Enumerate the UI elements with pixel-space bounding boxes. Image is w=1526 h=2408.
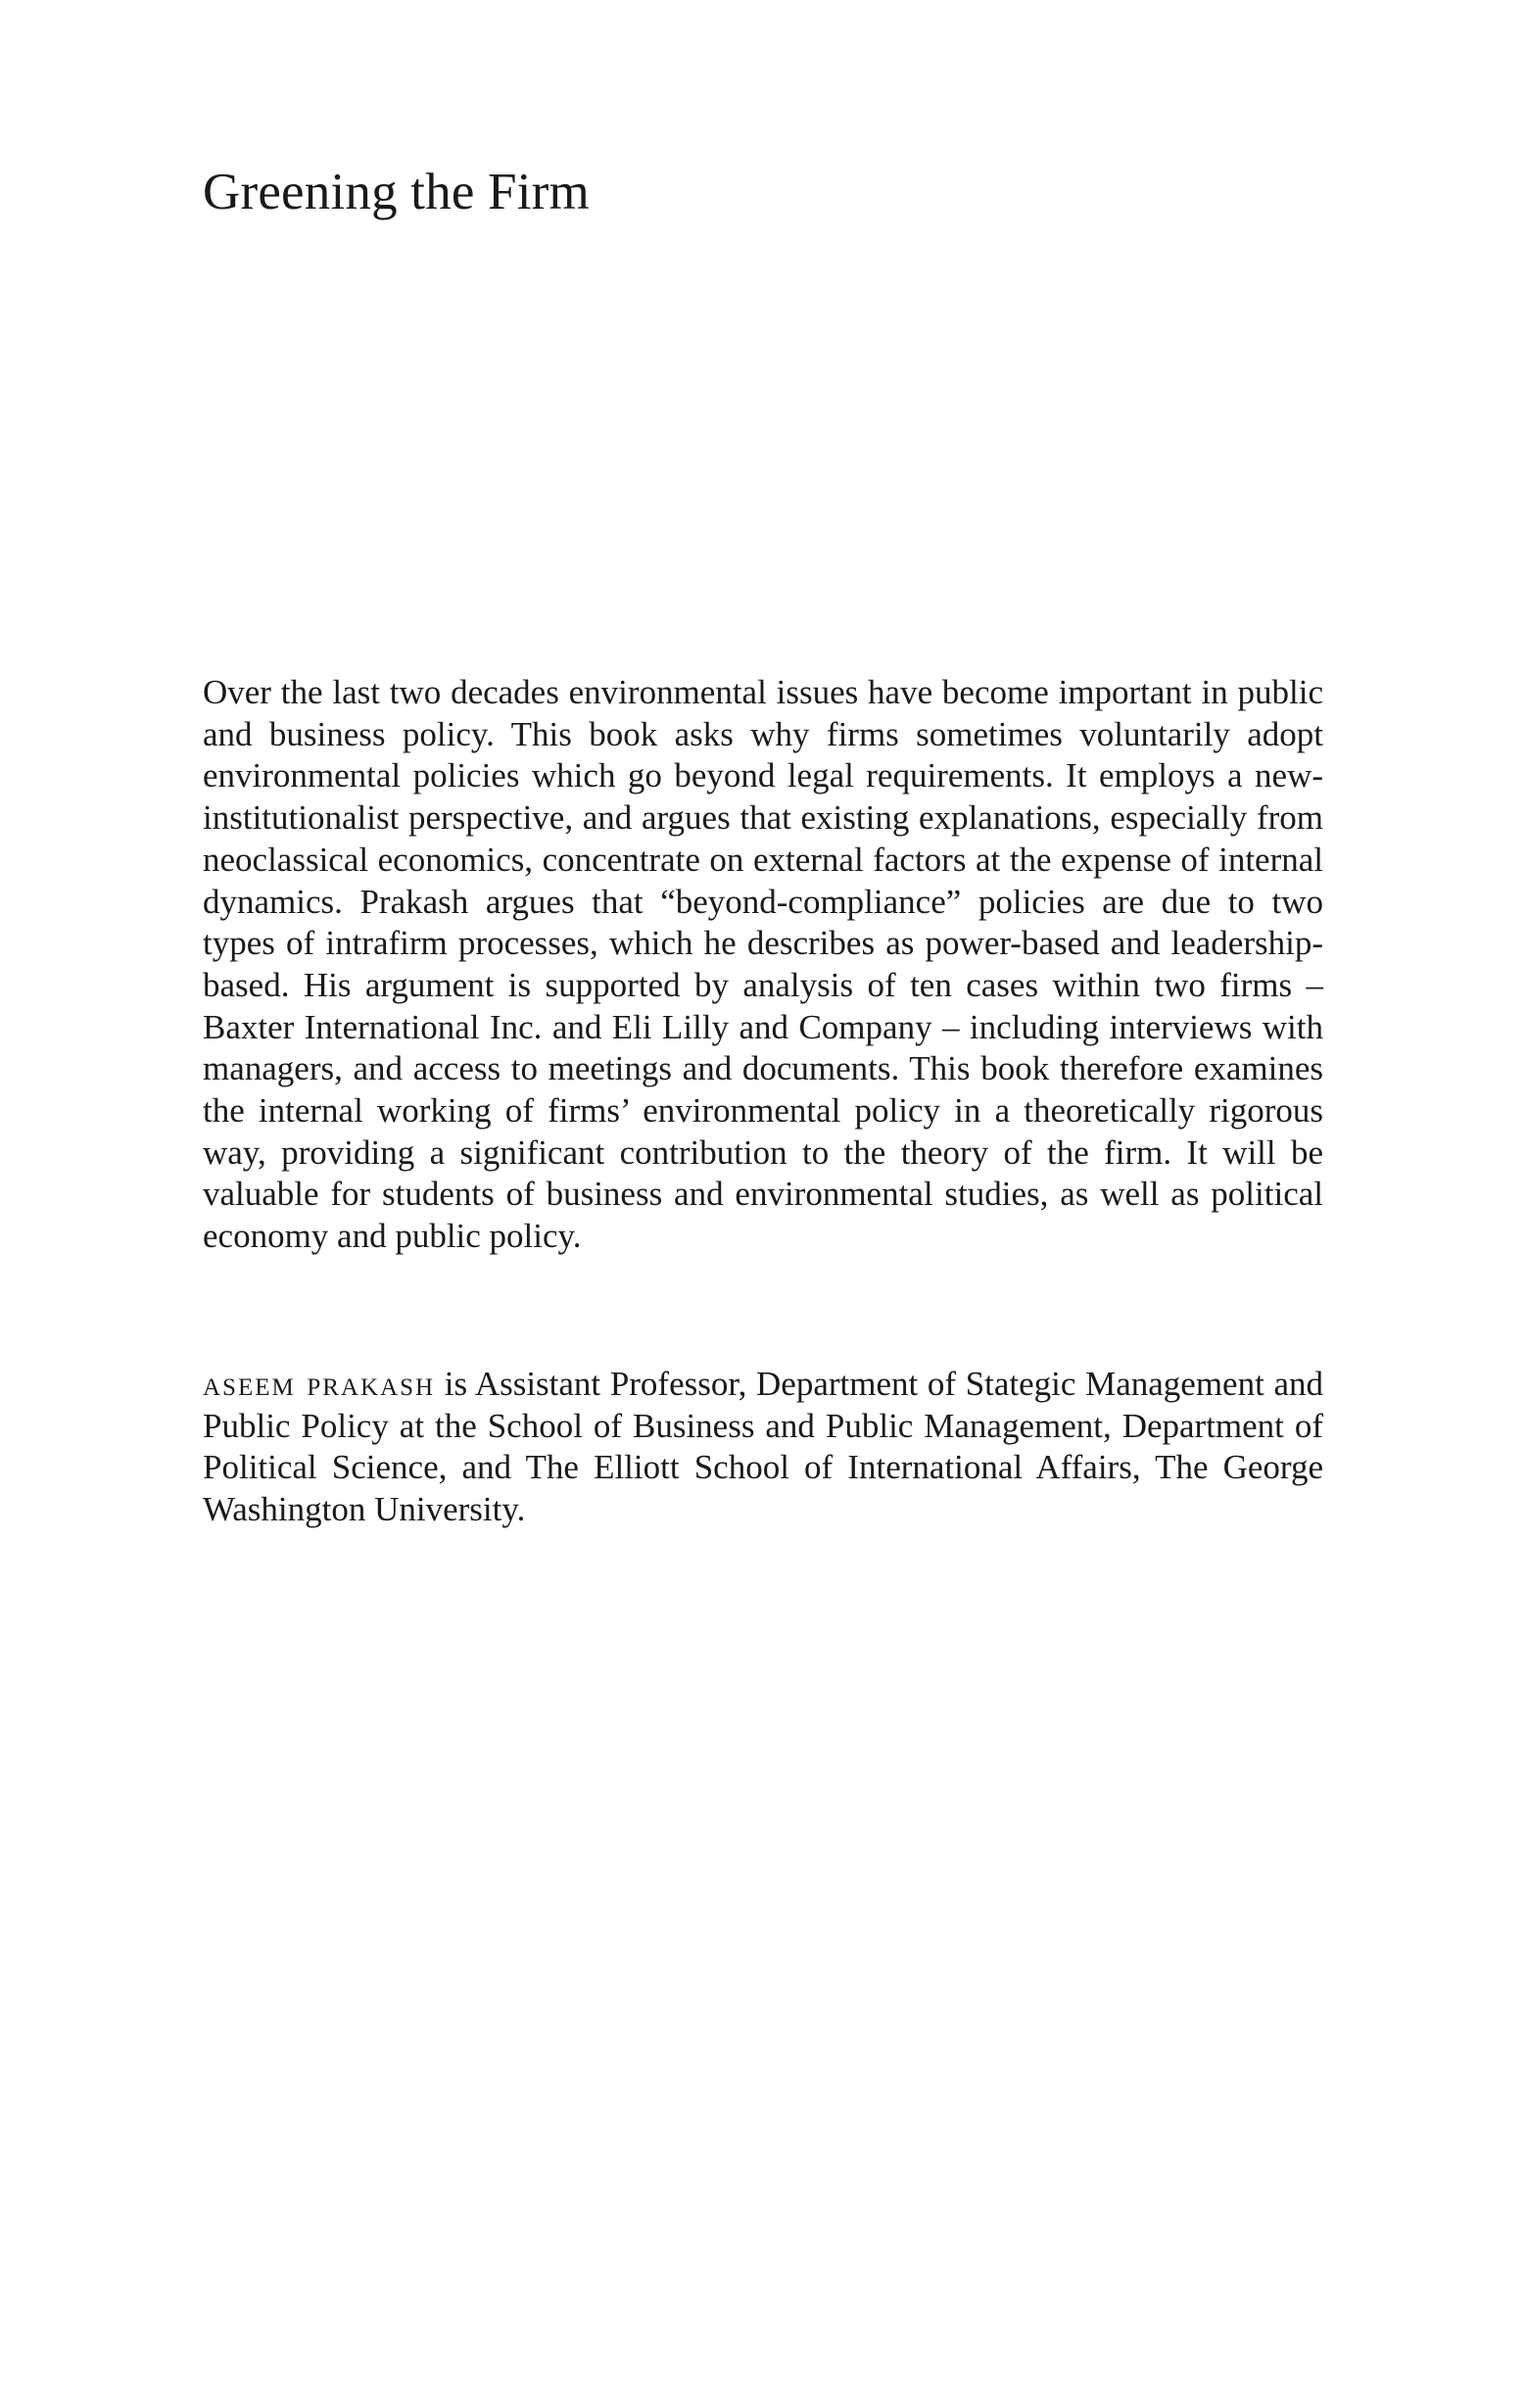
book-description xyxy=(203,672,1323,1258)
author-bio-text: is Assistant Professor, Department of Stategic Management and Public Policy at the School of Business and Public Management, Department of Political Science, and The Elliott School of International Affairs, The George Washington University. xyxy=(203,1365,1323,1529)
author-bio xyxy=(203,1364,1323,1531)
author-name: aseem prakash xyxy=(203,1365,436,1403)
book-title: Greening the Firm xyxy=(203,164,590,220)
description-paragraph: Over the last two decades environmental issues have become important in public and business policy. This book asks why firms sometimes voluntarily adopt environmental policies which go beyond legal requirements. It employs a new-institutionalist perspective, and argues that existing explanations, especially from neoclassical economics, concentrate on external factors at the expense of internal dynamics. Prakash argues that “beyond-compliance” policies are due to two types of intrafirm processes, which he describes as power-based and leadershipbased. His argument is supported by analysis of ten cases within two firms – Baxter International Inc. and Eli Lilly and Company – including interviews with managers, and access to meetings and documents. This book therefore examines the internal working of firms’ environmental policy in a theoretically rigorous way, providing a significant contribution to the theory of the firm. It will be valuable for students of business and environmental studies, as well as political economy and public policy. xyxy=(203,673,1323,1256)
author-bio-paragraph xyxy=(203,1364,1323,1531)
